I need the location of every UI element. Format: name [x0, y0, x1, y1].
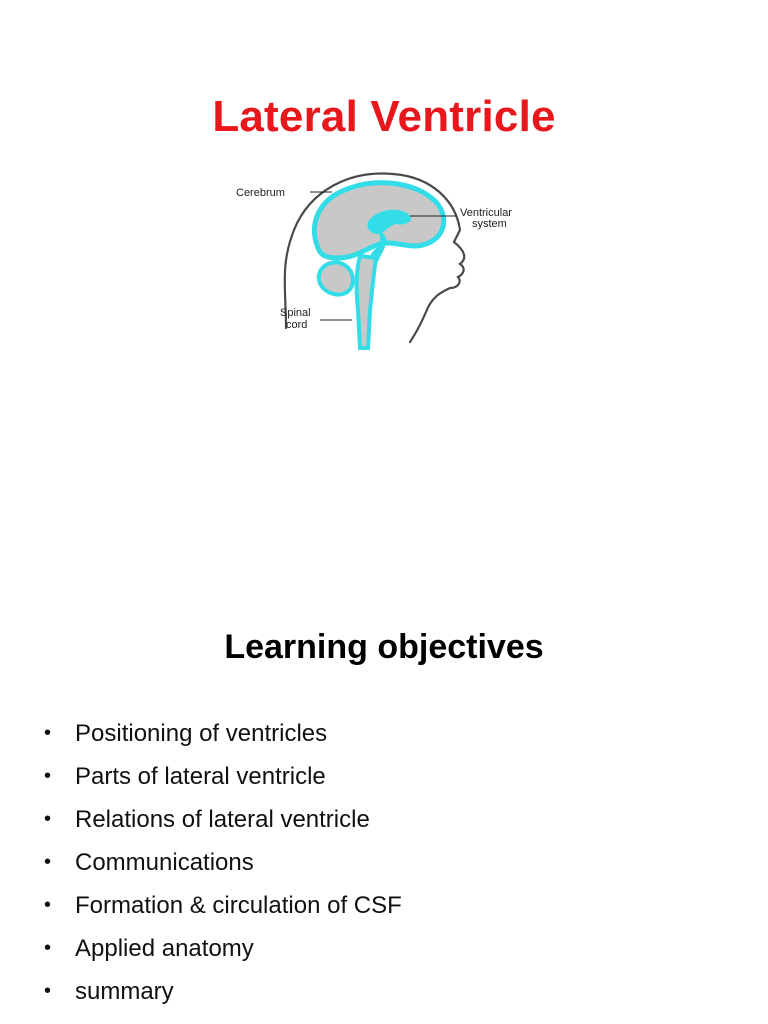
- bullet-icon: •: [44, 722, 52, 744]
- label-cord: cord: [286, 319, 308, 331]
- list-item: [42, 841, 402, 884]
- objective-text: Positioning of ventricles: [75, 720, 328, 747]
- list-item: [42, 927, 402, 970]
- list-item: [42, 755, 402, 798]
- bullet-icon: •: [44, 894, 52, 916]
- bullet-icon: •: [44, 980, 52, 1002]
- slide-title: Lateral Ventricle: [212, 92, 556, 141]
- bullet-icon: •: [44, 937, 52, 959]
- list-item: [42, 884, 402, 927]
- list-item: [42, 798, 402, 841]
- bullet-icon: •: [44, 765, 52, 787]
- label-ventricular: Ventricular: [460, 207, 512, 219]
- objective-text: Relations of lateral ventricle: [75, 806, 370, 833]
- objective-text: Applied anatomy: [75, 935, 254, 962]
- objectives-list: [42, 712, 402, 1013]
- head-sagittal-illustration: [228, 160, 538, 350]
- objective-text: summary: [75, 978, 174, 1005]
- cerebellum-shape: [319, 262, 353, 294]
- brain-ventricle-diagram: [228, 160, 538, 350]
- label-spinal: Spinal: [280, 307, 311, 319]
- list-item: [42, 970, 402, 1013]
- brainstem-shape: [357, 256, 376, 348]
- label-cerebrum: Cerebrum: [236, 187, 285, 199]
- list-item: [42, 712, 402, 755]
- objective-text: Formation & circulation of CSF: [75, 892, 402, 919]
- bullet-icon: •: [44, 851, 52, 873]
- objective-text: Communications: [75, 849, 254, 876]
- bullet-icon: •: [44, 808, 52, 830]
- slide-learning-objectives: [0, 512, 768, 1024]
- slide-title: Learning objectives: [224, 628, 544, 666]
- label-system: system: [472, 218, 507, 230]
- objective-text: Parts of lateral ventricle: [75, 763, 326, 790]
